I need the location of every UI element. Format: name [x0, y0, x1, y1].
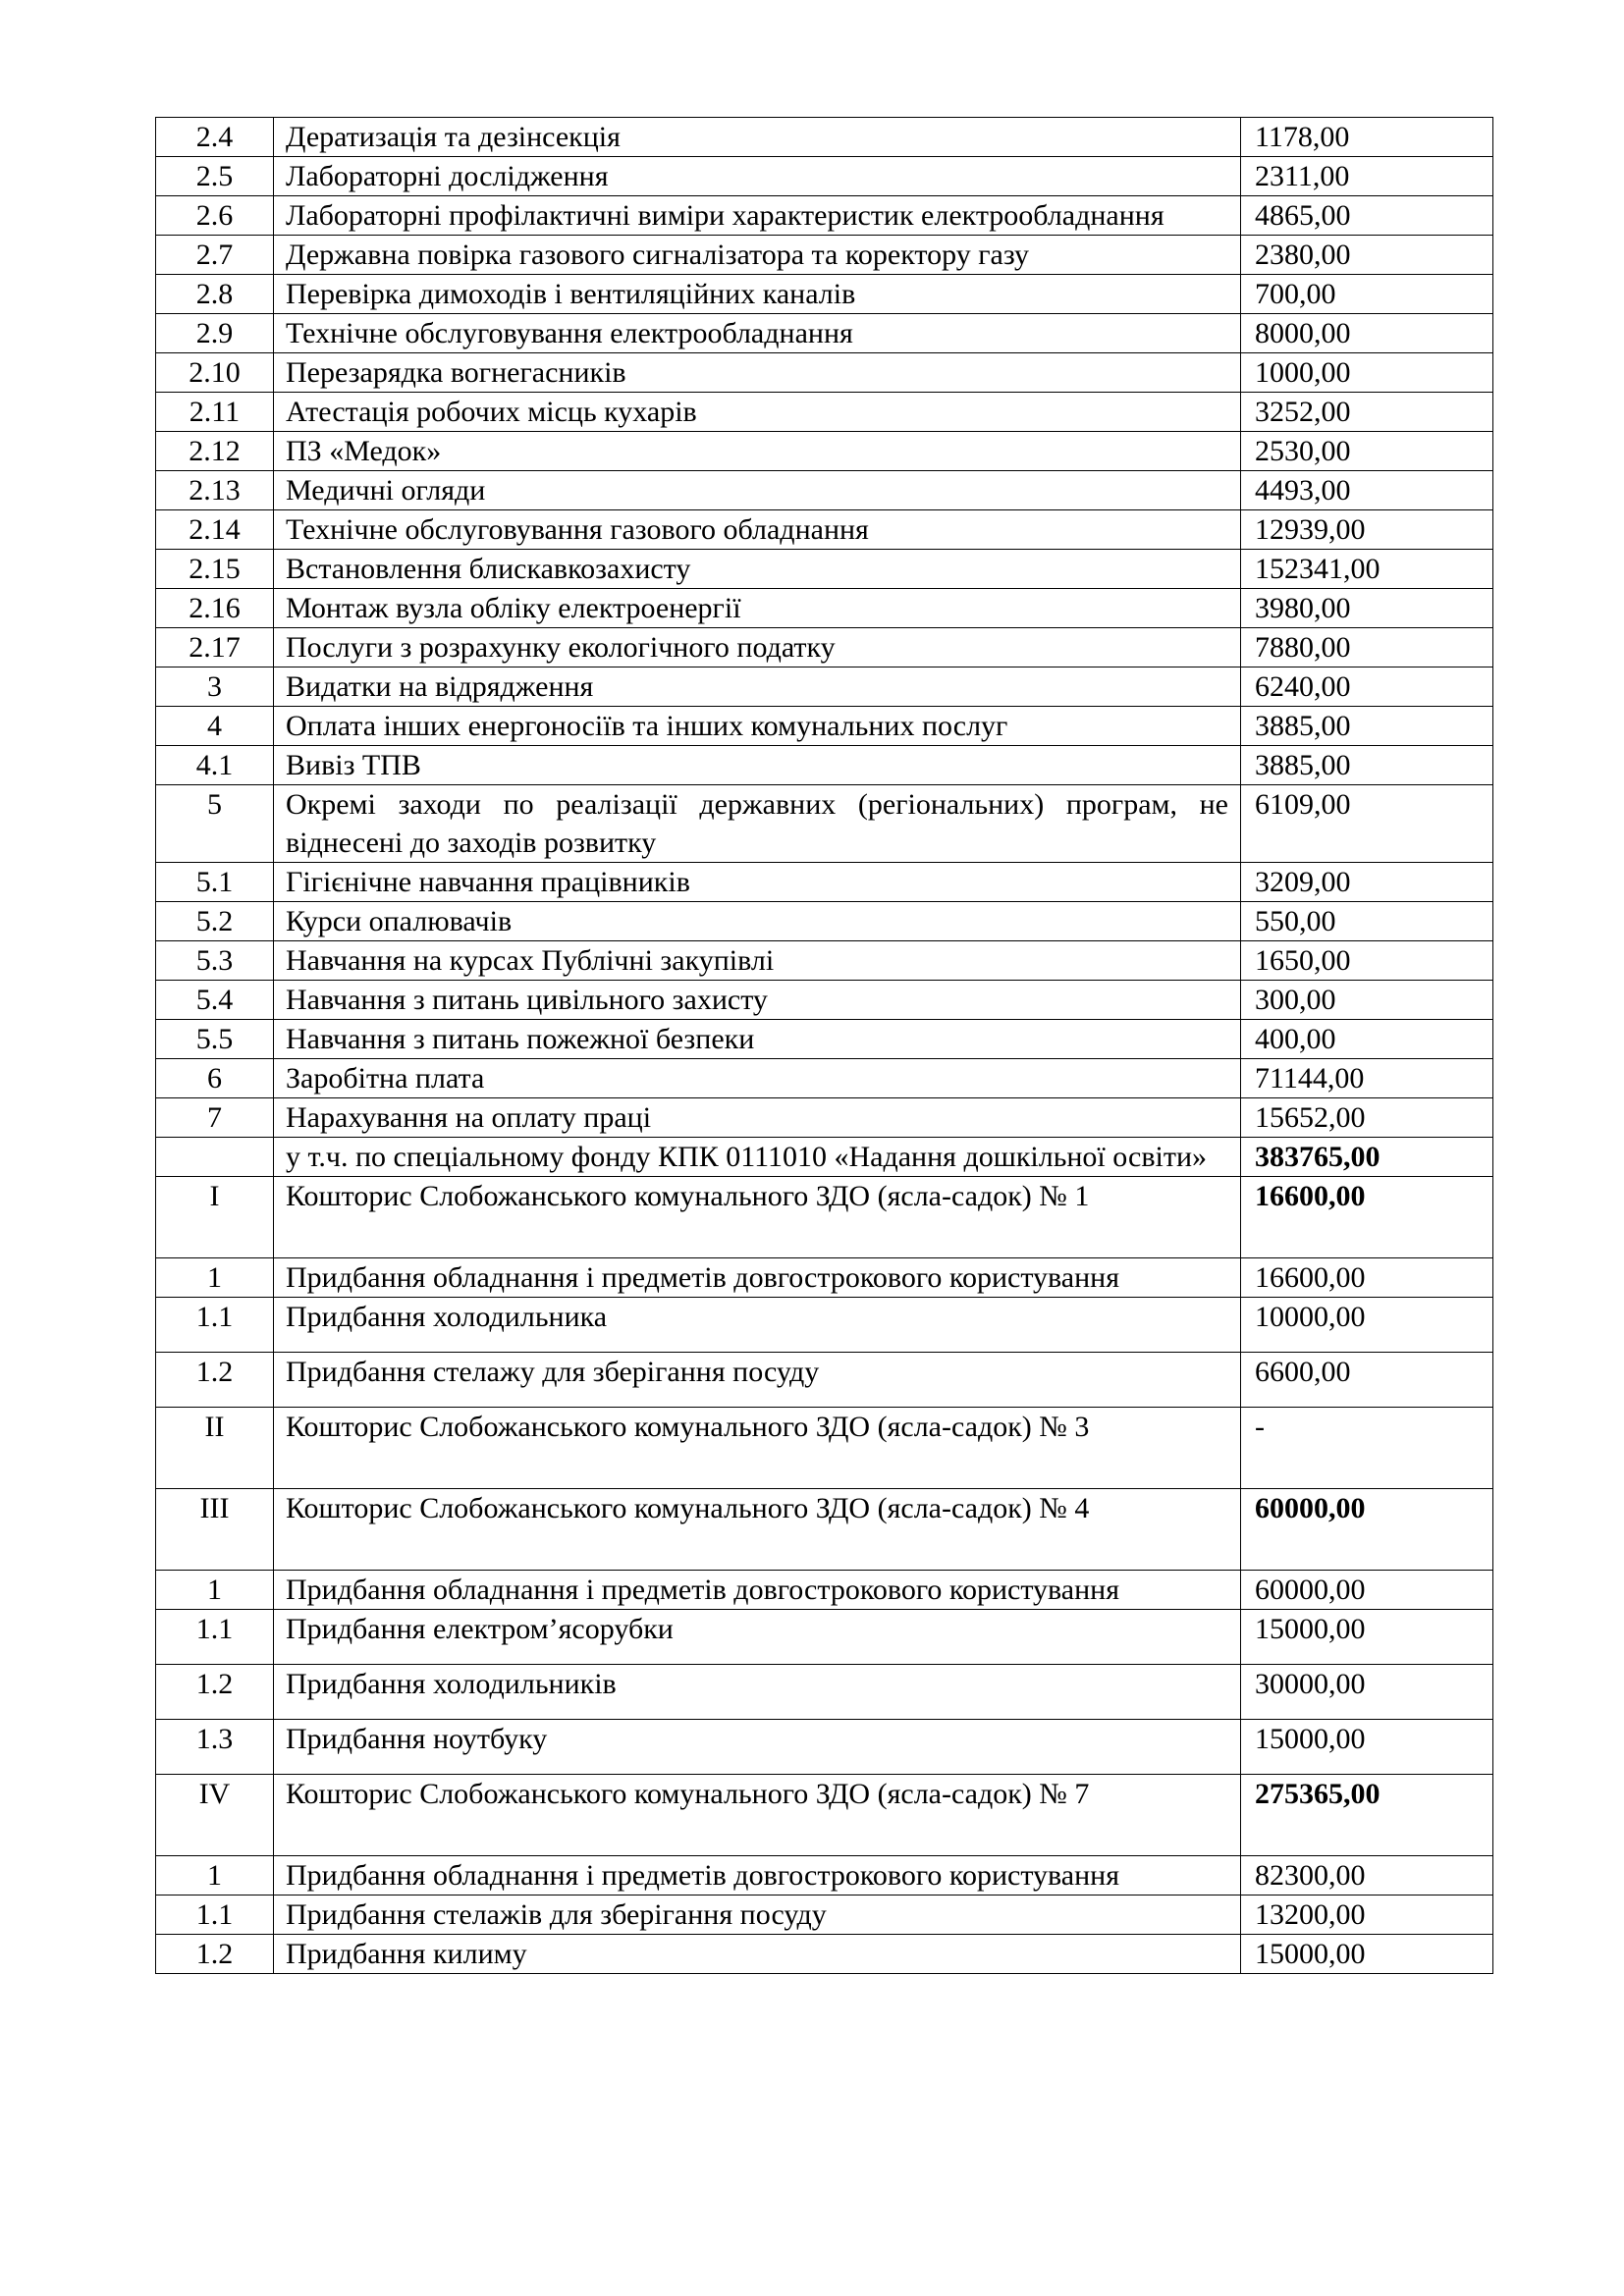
- item-amount-cell: 8000,00: [1241, 314, 1493, 353]
- item-description-cell: Курси опалювачів: [274, 902, 1241, 941]
- item-number-cell: 2.7: [156, 236, 274, 275]
- item-number-cell: [156, 1138, 274, 1177]
- item-description-cell: Державна повірка газового сигналізатора та коректору газу: [274, 236, 1241, 275]
- item-number-cell: 7: [156, 1098, 274, 1138]
- item-number-cell: I: [156, 1177, 274, 1258]
- item-amount-cell: 383765,00: [1241, 1138, 1493, 1177]
- item-amount-cell: 1650,00: [1241, 941, 1493, 981]
- item-amount-cell: 16600,00: [1241, 1177, 1493, 1258]
- table-row: [156, 432, 1493, 471]
- item-description-cell: Придбання стелажу для зберігання посуду: [274, 1353, 1241, 1408]
- item-description-cell: Дератизація та дезінсекція: [274, 118, 1241, 157]
- table-row: [156, 471, 1493, 510]
- item-description-cell: Навчання з питань пожежної безпеки: [274, 1020, 1241, 1059]
- item-amount-cell: 15652,00: [1241, 1098, 1493, 1138]
- item-amount-cell: 3885,00: [1241, 746, 1493, 785]
- item-amount-cell: 3209,00: [1241, 863, 1493, 902]
- item-amount-cell: 60000,00: [1241, 1489, 1493, 1571]
- item-number-cell: 1.3: [156, 1720, 274, 1775]
- item-description-cell: Технічне обслуговування електрообладнання: [274, 314, 1241, 353]
- table-row: [156, 941, 1493, 981]
- item-number-cell: 2.12: [156, 432, 274, 471]
- item-number-cell: III: [156, 1489, 274, 1571]
- item-number-cell: 4.1: [156, 746, 274, 785]
- item-amount-cell: 82300,00: [1241, 1856, 1493, 1896]
- table-row: [156, 981, 1493, 1020]
- item-number-cell: 2.15: [156, 550, 274, 589]
- item-number-cell: 5.1: [156, 863, 274, 902]
- item-number-cell: 1.2: [156, 1935, 274, 1974]
- table-row: [156, 1177, 1493, 1258]
- table-row: [156, 236, 1493, 275]
- item-number-cell: 2.14: [156, 510, 274, 550]
- item-description-cell: Кошторис Слобожанського комунального ЗДО (ясла-садок) № 3: [274, 1408, 1241, 1489]
- table-row: [156, 550, 1493, 589]
- item-description-cell: Атестація робочих місць кухарів: [274, 393, 1241, 432]
- item-description-cell: Навчання з питань цивільного захисту: [274, 981, 1241, 1020]
- item-amount-cell: 12939,00: [1241, 510, 1493, 550]
- table-row: [156, 196, 1493, 236]
- item-number-cell: IV: [156, 1775, 274, 1856]
- item-number-cell: 1: [156, 1571, 274, 1610]
- table-row: [156, 667, 1493, 707]
- item-number-cell: 2.6: [156, 196, 274, 236]
- item-number-cell: 5.4: [156, 981, 274, 1020]
- item-amount-cell: 6109,00: [1241, 785, 1493, 863]
- item-description-cell: Кошторис Слобожанського комунального ЗДО (ясла-садок) № 4: [274, 1489, 1241, 1571]
- item-number-cell: II: [156, 1408, 274, 1489]
- item-amount-cell: 60000,00: [1241, 1571, 1493, 1610]
- item-amount-cell: 3885,00: [1241, 707, 1493, 746]
- item-amount-cell: 4493,00: [1241, 471, 1493, 510]
- item-description-cell: у т.ч. по спеціальному фонду КПК 0111010 «Надання дошкільної освіти»: [274, 1138, 1241, 1177]
- item-amount-cell: 1000,00: [1241, 353, 1493, 393]
- item-number-cell: 2.10: [156, 353, 274, 393]
- item-number-cell: 4: [156, 707, 274, 746]
- item-amount-cell: 152341,00: [1241, 550, 1493, 589]
- item-description-cell: Придбання холодильника: [274, 1298, 1241, 1353]
- table-row: [156, 275, 1493, 314]
- table-row: [156, 785, 1493, 863]
- table-row: [156, 707, 1493, 746]
- item-amount-cell: 2380,00: [1241, 236, 1493, 275]
- item-description-cell: Технічне обслуговування газового обладнання: [274, 510, 1241, 550]
- item-number-cell: 2.8: [156, 275, 274, 314]
- item-amount-cell: 16600,00: [1241, 1258, 1493, 1298]
- item-amount-cell: 6240,00: [1241, 667, 1493, 707]
- item-number-cell: 1.1: [156, 1298, 274, 1353]
- item-amount-cell: 550,00: [1241, 902, 1493, 941]
- item-description-cell: Придбання килиму: [274, 1935, 1241, 1974]
- item-description-cell: Навчання на курсах Публічні закупівлі: [274, 941, 1241, 981]
- item-description-cell: Перевірка димоходів і вентиляційних каналів: [274, 275, 1241, 314]
- item-number-cell: 2.5: [156, 157, 274, 196]
- item-amount-cell: 4865,00: [1241, 196, 1493, 236]
- table-row: [156, 1856, 1493, 1896]
- item-number-cell: 2.13: [156, 471, 274, 510]
- table-row: [156, 1571, 1493, 1610]
- item-number-cell: 1.1: [156, 1896, 274, 1935]
- table-row: [156, 1775, 1493, 1856]
- table-row: [156, 1896, 1493, 1935]
- item-number-cell: 3: [156, 667, 274, 707]
- item-description-cell: Гігієнічне навчання працівників: [274, 863, 1241, 902]
- item-description-cell: Придбання обладнання і предметів довгострокового користування: [274, 1258, 1241, 1298]
- item-description-cell: Придбання електром’ясорубки: [274, 1610, 1241, 1665]
- item-amount-cell: 6600,00: [1241, 1353, 1493, 1408]
- item-description-cell: Кошторис Слобожанського комунального ЗДО (ясла-садок) № 7: [274, 1775, 1241, 1856]
- table-row: [156, 157, 1493, 196]
- table-row: [156, 314, 1493, 353]
- item-amount-cell: 15000,00: [1241, 1935, 1493, 1974]
- item-description-cell: Придбання обладнання і предметів довгострокового користування: [274, 1856, 1241, 1896]
- table-row: [156, 1258, 1493, 1298]
- table-row: [156, 1059, 1493, 1098]
- table-row: [156, 628, 1493, 667]
- item-number-cell: 2.11: [156, 393, 274, 432]
- table-row: [156, 1138, 1493, 1177]
- item-amount-cell: 700,00: [1241, 275, 1493, 314]
- item-number-cell: 1.2: [156, 1665, 274, 1720]
- table-row: [156, 746, 1493, 785]
- item-amount-cell: 275365,00: [1241, 1775, 1493, 1856]
- item-amount-cell: 15000,00: [1241, 1610, 1493, 1665]
- item-amount-cell: 2530,00: [1241, 432, 1493, 471]
- item-description-cell: Вивіз ТПВ: [274, 746, 1241, 785]
- item-number-cell: 1: [156, 1856, 274, 1896]
- item-amount-cell: 15000,00: [1241, 1720, 1493, 1775]
- table-row: [156, 1935, 1493, 1974]
- table-row: [156, 1610, 1493, 1665]
- item-description-cell: Послуги з розрахунку екологічного податку: [274, 628, 1241, 667]
- item-amount-cell: 400,00: [1241, 1020, 1493, 1059]
- item-description-cell: Придбання холодильників: [274, 1665, 1241, 1720]
- table-row: [156, 1353, 1493, 1408]
- item-description-cell: Перезарядка вогнегасників: [274, 353, 1241, 393]
- table-row: [156, 1489, 1493, 1571]
- item-description-cell: Придбання ноутбуку: [274, 1720, 1241, 1775]
- item-number-cell: 6: [156, 1059, 274, 1098]
- item-amount-cell: 2311,00: [1241, 157, 1493, 196]
- item-description-cell: Встановлення блискавкозахисту: [274, 550, 1241, 589]
- item-number-cell: 2.16: [156, 589, 274, 628]
- table-row: [156, 1020, 1493, 1059]
- table-row: [156, 393, 1493, 432]
- item-amount-cell: 30000,00: [1241, 1665, 1493, 1720]
- item-description-cell: Видатки на відрядження: [274, 667, 1241, 707]
- table-row: [156, 1298, 1493, 1353]
- item-number-cell: 5.5: [156, 1020, 274, 1059]
- item-number-cell: 5: [156, 785, 274, 863]
- item-description-cell: Медичні огляди: [274, 471, 1241, 510]
- budget-table-body: [156, 118, 1493, 1974]
- table-row: [156, 902, 1493, 941]
- item-number-cell: 1: [156, 1258, 274, 1298]
- item-number-cell: 5.2: [156, 902, 274, 941]
- item-number-cell: 2.17: [156, 628, 274, 667]
- table-row: [156, 589, 1493, 628]
- item-amount-cell: 7880,00: [1241, 628, 1493, 667]
- table-row: [156, 863, 1493, 902]
- item-number-cell: 5.3: [156, 941, 274, 981]
- table-row: [156, 1720, 1493, 1775]
- item-amount-cell: 1178,00: [1241, 118, 1493, 157]
- item-amount-cell: 13200,00: [1241, 1896, 1493, 1935]
- item-description-cell: Лабораторні дослідження: [274, 157, 1241, 196]
- item-number-cell: 1.1: [156, 1610, 274, 1665]
- item-description-cell: Кошторис Слобожанського комунального ЗДО (ясла-садок) № 1: [274, 1177, 1241, 1258]
- item-description-cell: Окремі заходи по реалізації державних (регіональних) програм, не віднесені до заходів розвитку: [274, 785, 1241, 863]
- table-row: [156, 510, 1493, 550]
- item-description-cell: Нарахування на оплату праці: [274, 1098, 1241, 1138]
- item-amount-cell: 3252,00: [1241, 393, 1493, 432]
- table-row: [156, 1408, 1493, 1489]
- item-number-cell: 2.9: [156, 314, 274, 353]
- item-number-cell: 1.2: [156, 1353, 274, 1408]
- item-number-cell: 2.4: [156, 118, 274, 157]
- item-description-cell: Придбання обладнання і предметів довгострокового користування: [274, 1571, 1241, 1610]
- table-row: [156, 353, 1493, 393]
- item-amount-cell: 10000,00: [1241, 1298, 1493, 1353]
- budget-table: [155, 117, 1493, 1974]
- item-amount-cell: 71144,00: [1241, 1059, 1493, 1098]
- item-description-cell: Монтаж вузла обліку електроенергії: [274, 589, 1241, 628]
- item-description-cell: Лабораторні профілактичні виміри характеристик електрообладнання: [274, 196, 1241, 236]
- item-amount-cell: -: [1241, 1408, 1493, 1489]
- table-row: [156, 1665, 1493, 1720]
- table-row: [156, 118, 1493, 157]
- item-description-cell: ПЗ «Медок»: [274, 432, 1241, 471]
- item-description-cell: Заробітна плата: [274, 1059, 1241, 1098]
- item-description-cell: Придбання стелажів для зберігання посуду: [274, 1896, 1241, 1935]
- item-amount-cell: 3980,00: [1241, 589, 1493, 628]
- item-amount-cell: 300,00: [1241, 981, 1493, 1020]
- item-description-cell: Оплата інших енергоносіїв та інших комунальних послуг: [274, 707, 1241, 746]
- table-row: [156, 1098, 1493, 1138]
